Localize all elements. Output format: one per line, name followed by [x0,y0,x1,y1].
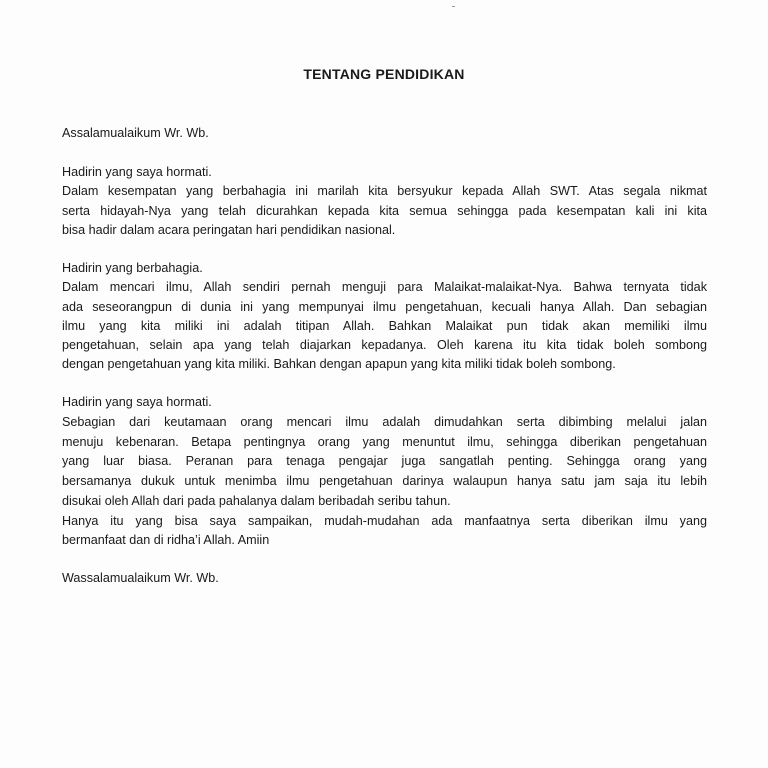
paragraph-line: ilmu yang kita miliki ini adalah titipan Allah. Bahkan Malaikat pun tidak akan memiliki ilmu [62,318,707,333]
closing-text: Wassalamualaikum Wr. Wb. [62,571,219,585]
paragraph-line: bermanfaat dan di ridha’i Allah. Amiin [62,533,270,548]
document-title: TENTANG PENDIDIKAN [303,66,465,82]
paragraph-virtues [62,393,707,512]
paragraph-line: bisa hadir dalam acara peringatan hari pendidikan nasional. [62,222,396,237]
paragraph-line: bersamanya dukuk untuk menimba ilmu pengetahuan darinya walaupun hanya satu jam saja itu lebih [62,474,707,489]
paragraph-heading: Hadirin yang saya hormati. [62,165,212,179]
greeting [62,124,707,143]
paragraph-opening [62,163,707,240]
paragraph-closing-remarks [62,512,707,551]
paragraph-heading: Hadirin yang saya hormati. [62,395,212,409]
paragraph-line: disukai oleh Allah dari pada pahalanya dalam beribadah seribu tahun. [62,493,451,508]
paragraph-line: yang luar biasa. Peranan para tenaga pengajar juga sangatlah penting. Sehingga orang yang [62,454,707,469]
paragraph-line: pengetahuan, selain apa yang telah diajarkan kepadanya. Oleh karena itu kita tidak boleh sombong [62,338,707,353]
paragraph-line: menuju kebenaran. Betapa pentingnya orang yang menuntut ilmu, sehingga diberikan pengetahuan [62,434,707,449]
closing [62,569,707,588]
paragraph-line: dengan pengetahuan yang kita miliki. Bahkan dengan apapun yang kita miliki tidak boleh sombong. [62,357,616,372]
paragraph-line: Dalam mencari ilmu, Allah sendiri pernah menguji para Malaikat-malaikat-Nya. Bahwa ternyata tidak [62,280,707,295]
paragraph-line: ada seseorangpun di dunia ini yang mempunyai ilmu pengetahuan, kecuali hanya Allah. Dan sebagian [62,299,707,314]
paragraph-line: Sebagian dari keutamaan orang mencari ilmu adalah dimudahkan serta dibimbing melalui jalan [62,414,707,429]
paragraph-line: Dalam kesempatan yang berbahagia ini marilah kita bersyukur kepada Allah SWT. Atas segala nikmat [62,184,707,199]
paragraph-seeking-knowledge [62,259,707,375]
paragraph-heading: Hadirin yang berbahagia. [62,261,203,275]
greeting-text: Assalamualaikum Wr. Wb. [62,126,209,140]
paragraph-line: serta hidayah-Nya yang telah dicurahkan kepada kita semua sehingga pada kesempatan kali ini kita [62,203,707,218]
paragraph-line: Hanya itu yang bisa saya sampaikan, mudah-mudahan ada manfaatnya serta diberikan ilmu yang [62,514,707,528]
scan-speck [452,6,455,7]
